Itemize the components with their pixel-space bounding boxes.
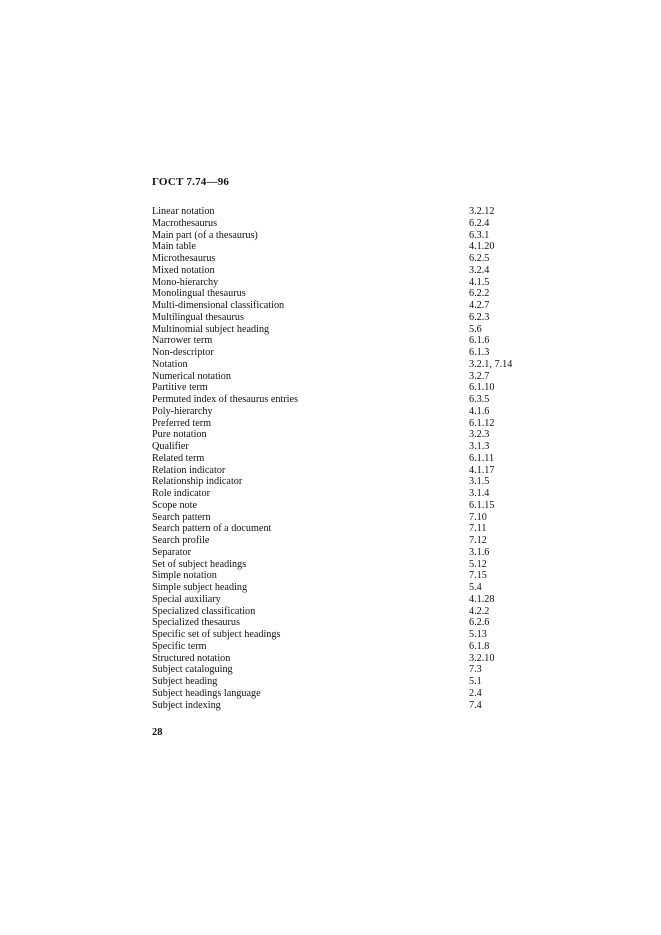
index-reference: 4.1.28 <box>469 593 495 605</box>
index-reference: 3.1.5 <box>469 476 490 488</box>
index-term: Main part (of a thesaurus) <box>152 229 258 241</box>
index-reference: 5.6 <box>469 323 482 335</box>
index-reference: 3.2.1, 7.14 <box>469 358 513 370</box>
index-reference: 6.1.11 <box>469 452 495 464</box>
index-entry <box>152 359 552 371</box>
index-entry <box>152 288 552 300</box>
index-entry <box>152 230 552 242</box>
index-term: Specialized thesaurus <box>152 617 240 629</box>
index-reference: 6.2.5 <box>469 253 490 264</box>
index-reference: 6.3.5 <box>469 394 490 405</box>
index-term: Simple subject heading <box>152 582 248 593</box>
index-reference: 5.4 <box>469 582 482 593</box>
index-entry <box>152 418 552 430</box>
index-reference: 4.1.5 <box>469 276 490 288</box>
index-entry <box>152 406 552 418</box>
index-reference: 6.2.2 <box>469 288 490 300</box>
index-entry <box>152 688 552 700</box>
index-term: Search profile <box>152 535 210 546</box>
index-entry <box>152 676 552 688</box>
index-reference: 4.2.2 <box>469 605 490 617</box>
index-term: Pure notation <box>152 429 207 441</box>
index-term: Subject heading <box>152 676 218 687</box>
index-reference: 3.1.4 <box>469 488 490 499</box>
index-term: Notation <box>152 358 188 370</box>
index-term: Structured notation <box>152 652 231 664</box>
index-entry <box>152 606 552 618</box>
index-term: Multi-dimensional classification <box>152 300 285 311</box>
index-term: Specific set of subject headings <box>152 629 281 640</box>
index-term: Subject indexing <box>152 699 221 711</box>
index-term: Numerical notation <box>152 370 231 382</box>
index-entry <box>152 700 552 712</box>
index-reference: 6.1.3 <box>469 347 490 358</box>
index-entry <box>152 570 552 582</box>
index-entry <box>152 441 552 453</box>
index-entry <box>152 664 552 676</box>
index-term: Multinomial subject heading <box>152 323 270 335</box>
index-entry <box>152 582 552 594</box>
index-entry <box>152 265 552 277</box>
index-reference: 4.1.6 <box>469 405 490 417</box>
index-entry <box>152 523 552 535</box>
index-term: Mono-hierarchy <box>152 276 219 288</box>
index-reference: 6.1.15 <box>469 499 495 511</box>
index-reference: 6.2.4 <box>469 217 490 229</box>
index-term: Simple notation <box>152 570 217 582</box>
term-index-list <box>152 206 552 711</box>
index-term: Separator <box>152 546 192 558</box>
index-entry <box>152 629 552 641</box>
index-reference: 6.1.8 <box>469 640 490 652</box>
index-term: Subject cataloguing <box>152 664 233 676</box>
index-term: Multilingual thesaurus <box>152 311 244 323</box>
index-reference: 6.3.1 <box>469 229 490 241</box>
index-entry <box>152 277 552 289</box>
index-entry <box>152 641 552 653</box>
index-entry <box>152 535 552 547</box>
index-entry <box>152 488 552 500</box>
index-reference: 2.4 <box>469 687 482 699</box>
index-entry <box>152 429 552 441</box>
index-term: Non-descriptor <box>152 347 214 358</box>
index-reference: 3.2.4 <box>469 264 490 276</box>
index-term: Search pattern of a document <box>152 523 272 535</box>
index-entry <box>152 653 552 665</box>
index-entry <box>152 253 552 265</box>
index-entry <box>152 300 552 312</box>
index-reference: 7.11 <box>469 523 487 535</box>
index-entry <box>152 453 552 465</box>
index-term: Set of subject headings <box>152 558 247 570</box>
index-entry <box>152 371 552 383</box>
index-term: Subject headings language <box>152 687 261 699</box>
index-term: Special auxiliary <box>152 593 221 605</box>
index-reference: 4.2.7 <box>469 300 490 311</box>
index-reference: 7.3 <box>469 664 482 676</box>
index-entry <box>152 335 552 347</box>
index-term: Scope note <box>152 499 197 511</box>
index-entry <box>152 218 552 230</box>
index-term: Qualifier <box>152 441 189 452</box>
index-reference: 7.10 <box>469 511 487 523</box>
index-term: Poly-hierarchy <box>152 405 213 417</box>
page-header-title: ГОСТ 7.74—96 <box>152 176 230 188</box>
index-reference: 6.1.12 <box>469 417 495 429</box>
index-term: Main table <box>152 241 196 253</box>
index-term: Specialized classification <box>152 605 256 617</box>
index-reference: 6.1.10 <box>469 382 495 394</box>
index-term: Search pattern <box>152 511 211 523</box>
index-term: Macrothesaurus <box>152 217 218 229</box>
index-reference: 3.2.12 <box>469 206 495 217</box>
index-entry <box>152 394 552 406</box>
index-entry <box>152 382 552 394</box>
index-term: Mixed notation <box>152 264 215 276</box>
index-entry <box>152 594 552 606</box>
index-entry <box>152 347 552 359</box>
index-reference: 6.2.6 <box>469 617 490 629</box>
index-term: Specific term <box>152 640 207 652</box>
index-term: Relationship indicator <box>152 476 243 488</box>
index-entry <box>152 500 552 512</box>
index-entry <box>152 476 552 488</box>
index-term: Narrower term <box>152 335 213 347</box>
index-entry <box>152 312 552 324</box>
index-reference: 5.1 <box>469 676 482 687</box>
index-term: Partitive term <box>152 382 208 394</box>
index-reference: 5.13 <box>469 629 487 640</box>
index-term: Linear notation <box>152 206 215 217</box>
index-term: Relation indicator <box>152 464 226 476</box>
index-reference: 3.2.7 <box>469 370 490 382</box>
index-reference: 7.15 <box>469 570 487 582</box>
index-entry <box>152 241 552 253</box>
index-term: Related term <box>152 452 205 464</box>
index-entry <box>152 206 552 218</box>
index-term: Preferred term <box>152 417 212 429</box>
index-reference: 3.1.6 <box>469 546 490 558</box>
index-entry <box>152 512 552 524</box>
index-entry <box>152 617 552 629</box>
index-term: Microthesaurus <box>152 253 216 264</box>
index-reference: 3.2.3 <box>469 429 490 441</box>
index-term: Permuted index of thesaurus entries <box>152 394 298 405</box>
index-reference: 4.1.17 <box>469 464 495 476</box>
index-reference: 6.1.6 <box>469 335 490 347</box>
index-reference: 4.1.20 <box>469 241 495 253</box>
index-reference: 5.12 <box>469 558 487 570</box>
page-number: 28 <box>152 727 163 738</box>
index-term: Role indicator <box>152 488 210 499</box>
index-reference: 6.2.3 <box>469 311 490 323</box>
index-entry <box>152 324 552 336</box>
index-entry <box>152 547 552 559</box>
index-reference: 7.4 <box>469 699 482 711</box>
index-entry <box>152 559 552 571</box>
index-reference: 7.12 <box>469 535 487 546</box>
index-term: Monolingual thesaurus <box>152 288 246 300</box>
index-reference: 3.1.3 <box>469 441 490 452</box>
index-entry <box>152 465 552 477</box>
index-reference: 3.2.10 <box>469 652 495 664</box>
